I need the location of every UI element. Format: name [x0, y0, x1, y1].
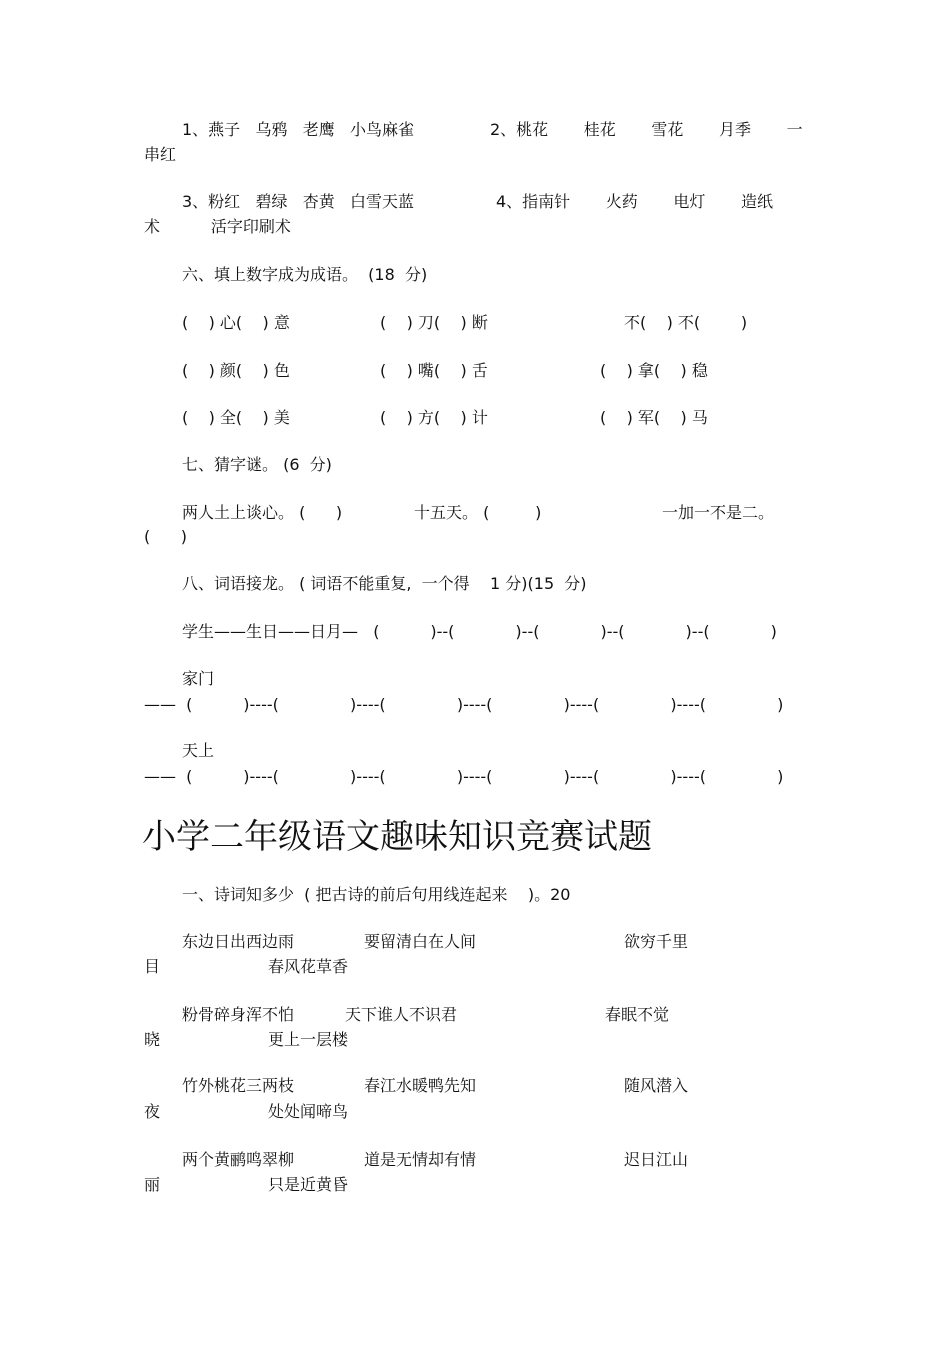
- s5-line1-wrap: 串红: [144, 145, 177, 164]
- poem-line: 道是无情却有情: [364, 1150, 477, 1169]
- word-chain-2-head: 家门: [182, 669, 215, 688]
- s5-line2-left: 3、粉红 碧绿 杏黄 白雪天蓝: [182, 192, 414, 211]
- poem-line: 晓: [144, 1030, 161, 1049]
- idiom-blank: ( ) 嘴( ) 舌: [380, 361, 488, 380]
- section-6-heading: 六、填上数字成为成语。 (18 分): [182, 265, 428, 284]
- section-8-heading: 八、词语接龙。 ( 词语不能重复, 一个得 1 分)(15 分): [182, 574, 587, 593]
- riddle: 两人土上谈心。 ( ): [182, 503, 343, 522]
- idiom-blank: 不( ) 不( ): [624, 313, 748, 332]
- idiom-blank: ( ) 拿( ) 稳: [600, 361, 708, 380]
- poem-line: 竹外桃花三两枝: [182, 1076, 295, 1095]
- page-title: 小学二年级语文趣味知识竞赛试题: [142, 817, 652, 857]
- poem-line: 随风潜入: [624, 1076, 689, 1095]
- poem-line: 迟日江山: [624, 1150, 689, 1169]
- poem-line: 春眠不觉: [605, 1005, 670, 1024]
- poem-line: 天下谁人不识君: [345, 1005, 458, 1024]
- poem-line: 目: [144, 957, 161, 976]
- word-chain-1: 学生——生日——日月— ( )--( )--( )--( )--( ): [182, 622, 777, 641]
- section-7-heading: 七、猜字谜。 (6 分): [182, 455, 332, 474]
- word-chain-2: —— ( )----( )----( )----( )----( )----( ): [144, 695, 784, 714]
- riddle: 十五天。 ( ): [414, 503, 542, 522]
- poem-line: 春风花草香: [268, 957, 349, 976]
- idiom-blank: ( ) 心( ) 意: [182, 313, 290, 332]
- riddle-answer: ( ): [144, 527, 187, 546]
- s5-line1-right: 2、桃花 桂花 雪花 月季 一: [490, 120, 803, 139]
- poem-line: 欲穷千里: [624, 932, 689, 951]
- idiom-blank: ( ) 全( ) 美: [182, 408, 290, 427]
- poem-line: 春江水暖鸭先知: [364, 1076, 477, 1095]
- section-1-heading: 一、诗词知多少 ( 把古诗的前后句用线连起来 )。20: [182, 885, 571, 904]
- poem-line: 丽: [144, 1175, 161, 1194]
- poem-line: 只是近黄昏: [268, 1175, 349, 1194]
- riddle: 一加一不是二。: [662, 503, 775, 522]
- poem-line: 东边日出西边雨: [182, 932, 295, 951]
- idiom-blank: ( ) 方( ) 计: [380, 408, 488, 427]
- idiom-blank: ( ) 刀( ) 断: [380, 313, 488, 332]
- s5-line2-right: 4、指南针 火药 电灯 造纸: [496, 192, 773, 211]
- poem-line: 更上一层楼: [268, 1030, 349, 1049]
- s5-line1-left: 1、燕子 乌鸦 老鹰 小鸟麻雀: [182, 120, 414, 139]
- word-chain-3: —— ( )----( )----( )----( )----( )----( ): [144, 767, 784, 786]
- poem-line: 粉骨碎身浑不怕: [182, 1005, 295, 1024]
- idiom-blank: ( ) 颜( ) 色: [182, 361, 290, 380]
- s5-line2-wrap: 术 活字印刷术: [144, 217, 291, 236]
- poem-line: 要留清白在人间: [364, 932, 477, 951]
- poem-line: 处处闻啼鸟: [268, 1102, 349, 1121]
- word-chain-3-head: 天上: [182, 741, 215, 760]
- poem-line: 夜: [144, 1102, 161, 1121]
- idiom-blank: ( ) 军( ) 马: [600, 408, 708, 427]
- poem-line: 两个黄鹂鸣翠柳: [182, 1150, 295, 1169]
